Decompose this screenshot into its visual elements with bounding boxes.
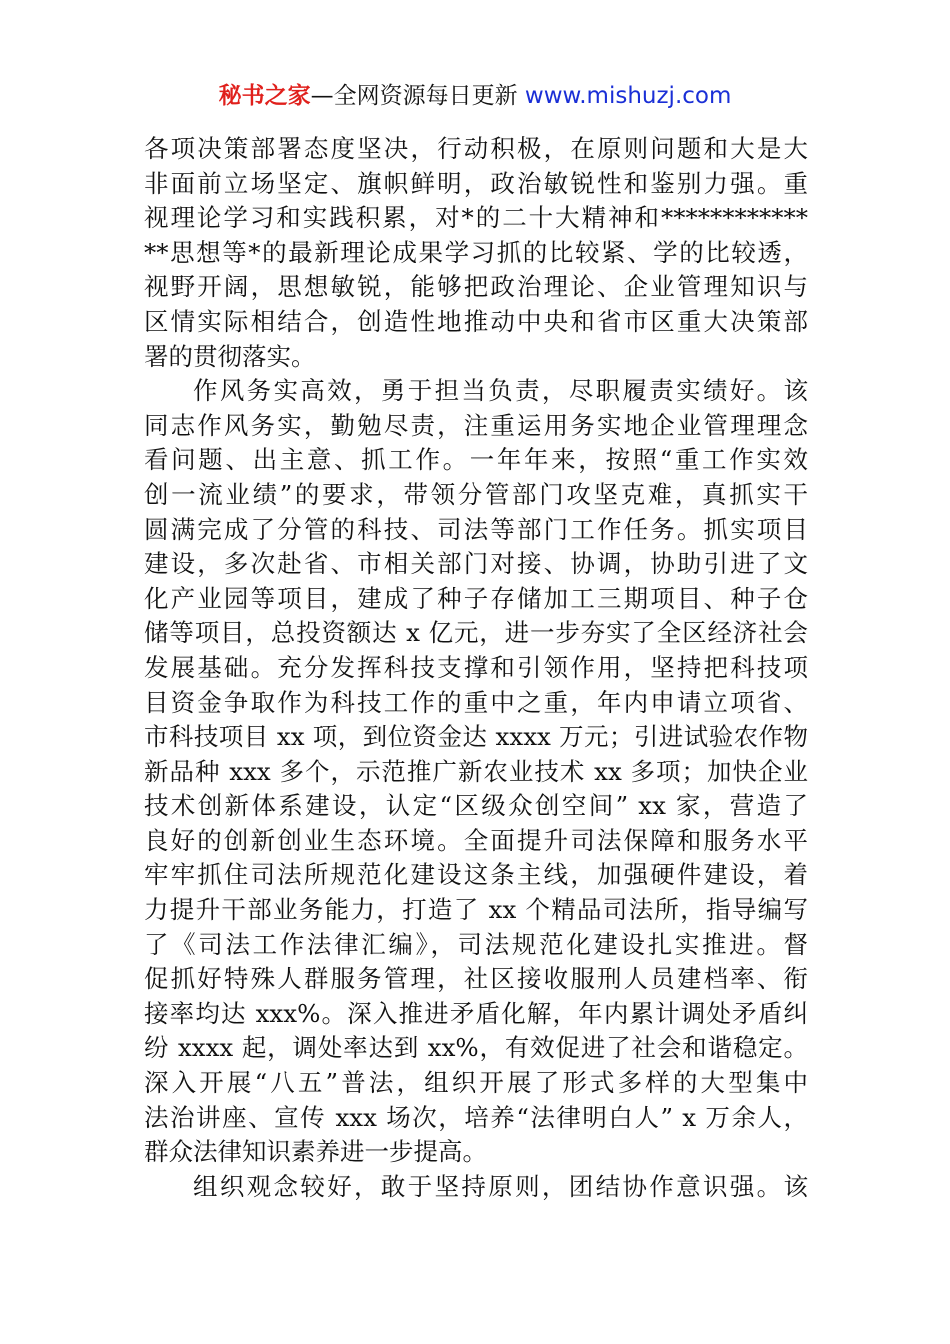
text-line: 目资金争取作为科技工作的重中之重，年内申请立项省、 — [144, 687, 808, 717]
text-line: 看问题、出主意、抓工作。一年年来，按照“重工作实效 — [144, 445, 808, 475]
text-line: 创一流业绩”的要求，带领分管部门攻坚克难，真抓实干 — [144, 479, 808, 509]
text-line: 良好的创新创业生态环境。全面提升司法保障和服务水平 — [144, 825, 808, 855]
brand-name: 秘书之家 — [218, 83, 311, 109]
text-line: 化产业园等项目，建成了种子存储加工三期项目、种子仓 — [144, 583, 808, 613]
text-line: 各项决策部署态度坚决，行动积极，在原则问题和大是大 — [144, 134, 808, 163]
text-line: 同志作风务实，勤勉尽责，注重运用务实地企业管理理念 — [144, 410, 808, 440]
text-line: 区情实际相结合，创造性地推动中央和省市区重大决策部 — [144, 306, 808, 336]
text-line: 组织观念较好，敢于坚持原则，团结协作意识强。该 — [193, 1171, 808, 1201]
text-line: 技术创新体系建设，认定“区级众创空间” xx 家，营造了 — [144, 791, 808, 821]
text-line: 新品种 xxx 多个，示范推广新农业技术 xx 多项；加快企业 — [144, 756, 808, 786]
text-line: 署的贯彻落实。 — [144, 341, 316, 371]
text-line: 接率均达 xxx%。深入推进矛盾化解，年内累计调处矛盾纠 — [144, 998, 808, 1028]
brand-dash: — — [310, 83, 334, 109]
text-line: 作风务实高效，勇于担当负责，尽职履责实绩好。该 — [193, 376, 808, 406]
text-line: 了《司法工作法律汇编》，司法规范化建设扎实推进。督 — [144, 929, 808, 959]
text-line: **思想等*的最新理论成果学习抓的比较紧、学的比较透， — [144, 237, 808, 267]
text-line: 非面前立场坚定、旗帜鲜明，政治敏锐性和鉴别力强。重 — [144, 168, 808, 198]
text-line: 视理论学习和实践积累，对*的二十大精神和************ — [144, 203, 808, 233]
text-line: 市科技项目 xx 项，到位资金达 xxxx 万元；引进试验农作物 — [144, 722, 808, 752]
text-line: 建设，多次赴省、市相关部门对接、协调，协助引进了文 — [144, 549, 808, 579]
text-line: 发展基础。充分发挥科技支撑和引领作用，坚持把科技项 — [144, 652, 808, 682]
text-line: 深入开展“八五”普法，组织开展了形式多样的大型集中 — [144, 1068, 808, 1098]
site-header — [0, 78, 950, 114]
text-line: 牢牢抓住司法所规范化建设这条主线，加强硬件建设，着 — [144, 860, 808, 890]
text-line: 视野开阔，思想敏锐，能够把政治理论、企业管理知识与 — [144, 272, 808, 302]
text-line: 群众法律知识素养进一步提高。 — [144, 1137, 487, 1167]
text-line: 圆满完成了分管的科技、司法等部门工作任务。抓实项目 — [144, 514, 808, 544]
text-line: 促抓好特殊人群服务管理，社区接收服刑人员建档率、衔 — [144, 964, 808, 994]
text-line: 纷 xxxx 起，调处率达到 xx%，有效促进了社会和谐稳定。 — [144, 1033, 808, 1063]
text-line: 储等项目，总投资额达 x 亿元，进一步夯实了全区经济社会 — [144, 618, 808, 648]
brand-url[interactable]: www.mishuzj.com — [524, 83, 732, 109]
document-body — [144, 132, 808, 1204]
text-line: 法治讲座、宣传 xxx 场次，培养“法律明白人” x 万余人， — [144, 1102, 808, 1132]
text-line: 力提升干部业务能力，打造了 xx 个精品司法所，指导编写 — [144, 895, 808, 925]
brand-tagline: 全网资源每日更新 — [333, 83, 518, 109]
